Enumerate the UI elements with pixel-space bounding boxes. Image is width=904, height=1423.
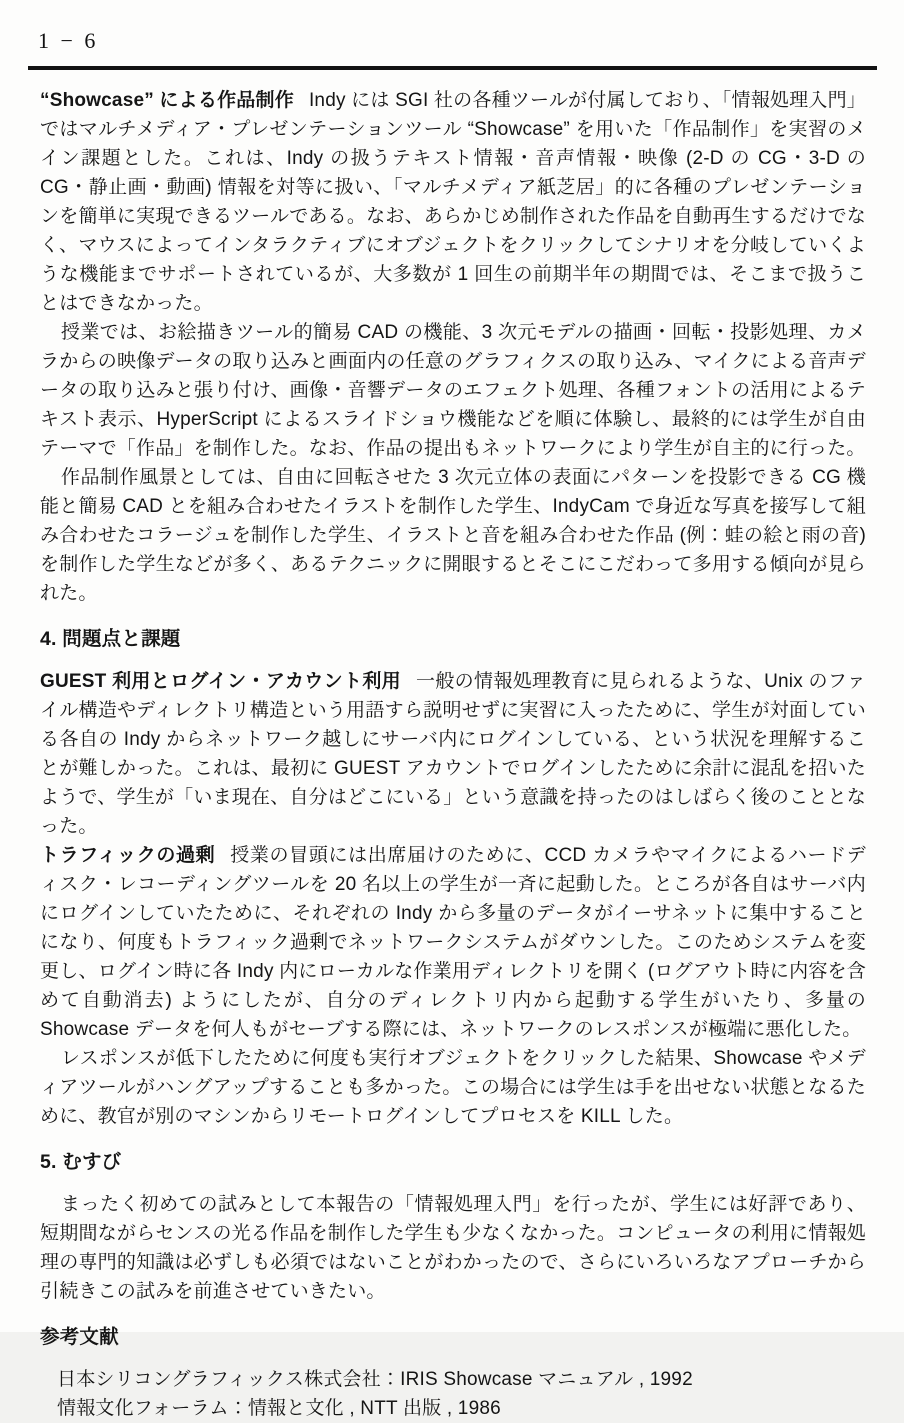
paragraph-showcase-production <box>40 86 866 318</box>
page-number: 1 − 6 <box>38 28 99 53</box>
paragraph-work-scenes: 作品制作風景としては、自由に回転させた 3 次元立体の表面にパターンを投影できる CG 機能と簡易 CAD とを組み合わせたイラストを制作した学生、IndyCam で身近な写真を接写して組み合わせたコラージュを制作した学生、イラストと音を組み合わせた作品 (例：蛙の絵と雨の音) を制作した学生などが多く、あるテクニックに開眼するとそこにこだわって多用する傾向が見られた。 <box>40 467 866 604</box>
run-in-heading-showcase: “Showcase” による作品制作 <box>40 90 294 111</box>
run-in-heading-traffic: トラフィックの過剰 <box>40 845 216 866</box>
paragraph-text: Indy には SGI 社の各種ツールが付属しており、「情報処理入門」ではマルチメディア・プレゼンテーションツール “Showcase” を用いた「作品制作」を実習のメイン課題とした。これは、Indy の扱うテキスト情報・音声情報・映像 (2-D の CG・3-D の CG・静止画・動画) 情報を対等に扱い、「マルチメディア紙芝居」的に各種のプレゼンテーションを簡単に実現できるツールである。なお、あらかじめ制作された作品を自動再生するだけでなく、マウスによってインタラクティブにオブジェクトをクリックしてシナリオを分岐していくような機能までサポートされているが、大多数が 1 回生の前期半年の期間では、そこまで扱うことはできなかった。 <box>40 90 867 314</box>
paragraph-guest-login <box>40 667 866 841</box>
page-body <box>40 86 866 1423</box>
header-rule <box>28 66 877 70</box>
run-in-heading-guest-login: GUEST 利用とログイン・アカウント利用 <box>40 671 401 692</box>
reference-item: 情報文化フォーラム：情報と文化 , NTT 出版 , 1986 <box>57 1398 501 1419</box>
references-heading: 参考文献 <box>40 1326 119 1348</box>
paragraph-conclusion: まったく初めての試みとして本報告の「情報処理入門」を行ったが、学生には好評であり、短期間ながらセンスの光る作品を制作した学生も少なくなかった。コンピュータの利用に情報処理の専門的知識は必ずしも必須ではないことがわかったので、さらにいろいろなアプローチから引続きこの試みを前進させていきたい。 <box>40 1194 866 1302</box>
paragraph-class-activities: 授業では、お絵描きツール的簡易 CAD の機能、3 次元モデルの描画・回転・投影処理、カメラからの映像データの取り込みと画面内の任意のグラフィクスの取り込み、マイクによる音声データの取り込みと張り付け、画像・音響データのエフェクト処理、各種フォントの活用によるテキスト表示、HyperScript によるスライドショウ機能などを順に体験し、最終的には学生が自由テーマで「作品」を制作した。なお、作品の提出もネットワークにより学生が自主的に行った。 <box>40 322 866 459</box>
references-list <box>40 1365 866 1423</box>
paragraph-text: 一般の情報処理教育に見られるような、Unix のファイル構造やディレクトリ構造という用語すら説明せずに実習に入ったために、学生が対面している各自の Indy からネットワーク越しにサーバ内にログインしている、という状況を理解することが難しかった。これは、最初に GUEST アカウントでログインしたために余計に混乱を招いたようで、学生が「いま現在、自分はどこにいる」という意識を持ったのはしばらく後のこととなった。 <box>40 671 867 837</box>
paragraph-response-hangup: レスポンスが低下したために何度も実行オブジェクトをクリックした結果、Showcase やメディアツールがハングアップすることも多かった。この場合には学生は手を出せない状態となるために、教官が別のマシンからリモートログインしてプロセスを KILL した。 <box>40 1048 866 1127</box>
section-heading-problems: 4. 問題点と課題 <box>40 628 181 650</box>
section-heading-conclusion: 5. むすび <box>40 1151 122 1173</box>
reference-item: 日本シリコングラフィックス株式会社：IRIS Showcase マニュアル , 1992 <box>57 1369 693 1390</box>
paragraph-traffic-overload <box>40 841 866 1044</box>
paragraph-text: 授業の冒頭には出席届けのために、CCD カメラやマイクによるハードディスク・レコーディングツールを 20 名以上の学生が一斉に起動した。ところが各自はサーバ内にログインしていたために、それぞれの Indy から多量のデータがイーサネットに集中することになり、何度もトラフィック過剰でネットワークシステムがダウンした。このためシステムを変更し、ログイン時に各 Indy 内にローカルな作業用ディレクトリを開く (ログアウト時に内容を含めて自動消去) ようにしたが、自分のディレクトリ内から起動する学生がいたり、多量の Showcase データを何人もがセーブする際には、ネットワークのレスポンスが極端に悪化した。 <box>40 845 867 1040</box>
